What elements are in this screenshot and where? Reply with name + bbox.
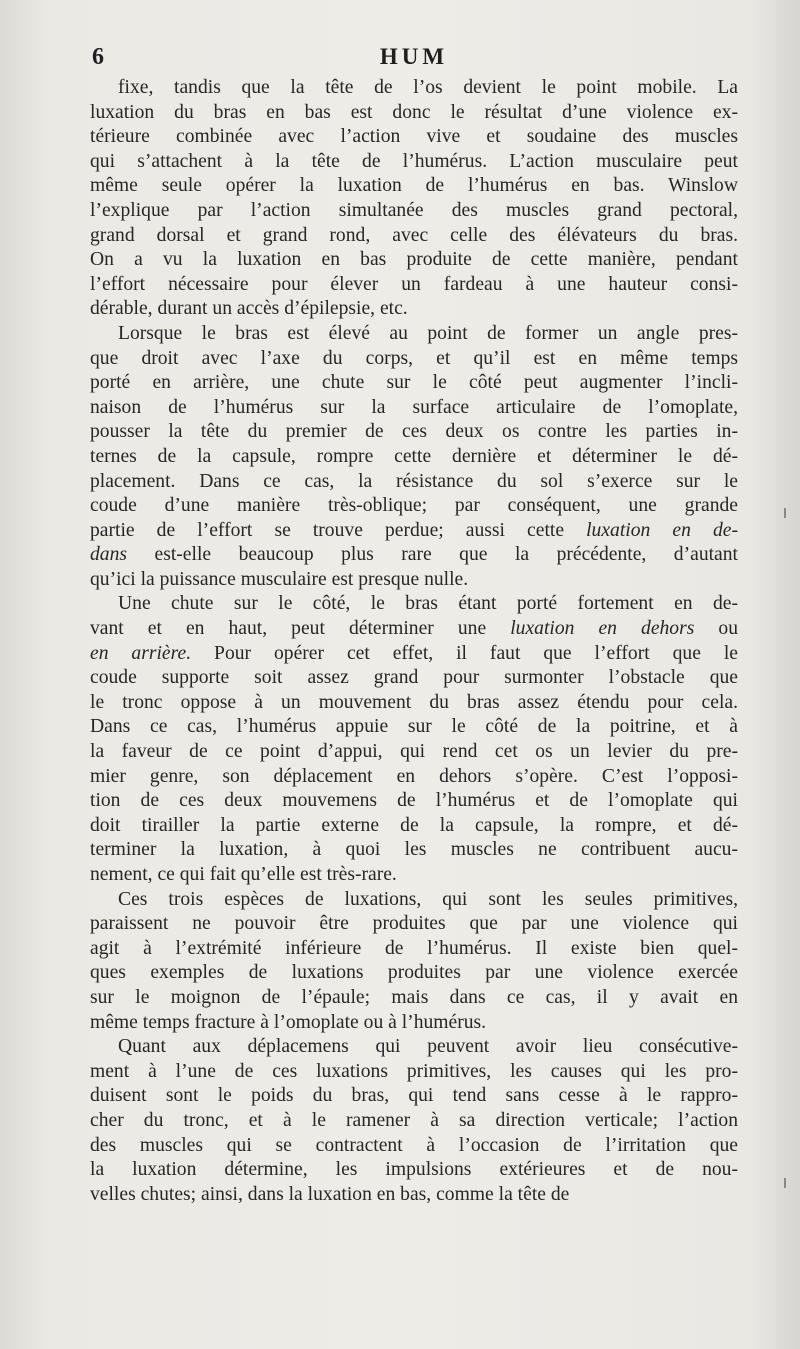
text-run: que droit avec l’axe du corps, et qu’il est en même temps [90, 347, 738, 369]
text-line [90, 765, 738, 790]
text-run: pousser la tête du premier de ces deux os contre les parties in- [90, 421, 738, 443]
text-line [90, 1084, 738, 1109]
text-line [90, 1011, 738, 1036]
text-line [90, 347, 738, 372]
italic-term: dans [90, 544, 128, 566]
paragraph [90, 592, 738, 887]
text-line [90, 1183, 738, 1208]
text-line [90, 666, 738, 691]
text-line [90, 617, 738, 642]
text-run: mier genre, son déplacement en dehors s’opère. C’est l’opposi- [90, 765, 738, 787]
text-line [90, 642, 738, 667]
text-run: porté en arrière, une chute sur le côté peut augmenter l’incli- [90, 372, 738, 394]
text-line [90, 1060, 738, 1085]
text-run: le tronc oppose à un mouvement du bras assez étendu pour cela. [90, 691, 738, 713]
text-line [90, 961, 738, 986]
text-run: doit tirailler la partie externe de la capsule, la rompre, et dé- [90, 814, 738, 836]
text-run: même seule opérer la luxation de l’humérus en bas. Winslow [90, 175, 738, 197]
paragraph [90, 76, 738, 322]
text-line [90, 1134, 738, 1159]
text-run: sur le moignon de l’épaule; mais dans ce cas, il y avait en [90, 986, 738, 1008]
paragraph [90, 888, 738, 1036]
text-line [90, 445, 738, 470]
paragraph [90, 322, 738, 593]
text-line [90, 888, 738, 913]
body-text [90, 76, 738, 1207]
text-line [90, 789, 738, 814]
text-run: cher du tronc, et à le ramener à sa direction verticale; l’action [90, 1109, 738, 1131]
text-run: Lorsque le bras est élevé au point de former un angle pres- [118, 322, 738, 344]
page-number: 6 [92, 44, 104, 70]
text-run: ment à l’une de ces luxations primitives, les causes qui les pro- [90, 1060, 738, 1082]
text-run: térieure combinée avec l’action vive et soudaine des muscles [90, 126, 738, 148]
text-run: ques exemples de luxations produites par une violence exercée [90, 962, 738, 984]
text-line [90, 297, 738, 322]
text-run: velles chutes; ainsi, dans la luxation en bas, comme la tête de [90, 1183, 570, 1205]
text-run: même temps fracture à l’omoplate ou à l’humérus. [90, 1011, 487, 1033]
text-line [90, 273, 738, 298]
page-header [90, 44, 738, 72]
text-line [90, 371, 738, 396]
page-edge-mark [784, 1178, 786, 1188]
text-run: des muscles qui se contractent à l’occasion de l’irritation que [90, 1134, 738, 1156]
text-run: grand dorsal et grand rond, avec celle des élévateurs du bras. [90, 224, 738, 246]
text-run: vant et en haut, peut déterminer une [90, 618, 511, 640]
text-run: Une chute sur le côté, le bras étant porté fortement en de- [118, 593, 738, 615]
text-line [90, 174, 738, 199]
text-line [90, 470, 738, 495]
text-line [90, 568, 738, 593]
text-run: qu’ici la puissance musculaire est presque nulle. [90, 568, 469, 590]
text-run: luxation du bras en bas est donc le résultat d’une violence ex- [90, 101, 738, 123]
text-run: ternes de la capsule, rompre cette dernière et déterminer le dé- [90, 445, 738, 467]
text-line [90, 691, 738, 716]
text-run: coude d’une manière très-oblique; par conséquent, une grande [90, 495, 738, 517]
text-run: Pour opérer cet effet, il faut que l’effort que le [191, 642, 738, 664]
text-line [90, 322, 738, 347]
text-line [90, 912, 738, 937]
text-line [90, 592, 738, 617]
text-run: la luxation détermine, les impulsions extérieures et de nou- [90, 1159, 738, 1181]
text-line [90, 519, 738, 544]
text-line [90, 1035, 738, 1060]
text-line [90, 125, 738, 150]
text-line [90, 420, 738, 445]
text-run: fixe, tandis que la tête de l’os devient le point mobile. La [118, 77, 738, 98]
paragraph [90, 1035, 738, 1207]
text-run: On a vu la luxation en bas produite de cette manière, pendant [90, 249, 738, 271]
text-run: naison de l’humérus sur la surface articulaire de l’omoplate, [90, 396, 738, 418]
text-line [90, 494, 738, 519]
text-run: coude supporte soit assez grand pour surmonter l’obstacle que [90, 667, 738, 689]
italic-term: luxation en de- [586, 519, 738, 541]
text-line [90, 1158, 738, 1183]
text-run: l’explique par l’action simultanée des muscles grand pectoral, [90, 199, 738, 221]
text-run: la faveur de ce point d’appui, qui rend cet os un levier du pre- [90, 741, 738, 763]
text-line [90, 150, 738, 175]
text-line [90, 814, 738, 839]
italic-term: en arrière. [90, 642, 192, 664]
text-line [90, 248, 738, 273]
text-run: terminer la luxation, à quoi les muscles ne contribuent aucu- [90, 839, 738, 861]
text-line [90, 740, 738, 765]
text-run: placement. Dans ce cas, la résistance du sol s’exerce sur le [90, 470, 738, 492]
text-line [90, 838, 738, 863]
page-edge-mark [784, 508, 786, 518]
text-run: nement, ce qui fait qu’elle est très-rare. [90, 864, 397, 885]
text-run: paraissent ne pouvoir être produites que par une violence qui [90, 913, 738, 935]
text-line [90, 224, 738, 249]
text-run: partie de l’effort se trouve perdue; aussi cette [90, 519, 587, 541]
text-run: ou [694, 618, 738, 640]
text-line [90, 101, 738, 126]
text-line [90, 199, 738, 224]
text-run: qui s’attachent à la tête de l’humérus. L’action musculaire peut [90, 150, 738, 172]
text-line [90, 543, 738, 568]
text-run: tion de ces deux mouvemens de l’humérus et de l’omoplate qui [90, 790, 738, 812]
text-line [90, 986, 738, 1011]
text-line [90, 863, 738, 888]
text-line [90, 937, 738, 962]
text-run: duisent sont le poids du bras, qui tend sans cesse à le rappro- [90, 1085, 738, 1107]
text-run: agit à l’extrémité inférieure de l’humérus. Il existe bien quel- [90, 937, 738, 959]
italic-term: luxation en dehors [510, 618, 695, 640]
text-line [90, 396, 738, 421]
text-run: est-elle beaucoup plus rare que la précédente, d’autant [127, 544, 738, 566]
text-run: dérable, durant un accès d’épilepsie, etc. [90, 298, 408, 320]
running-head: HUM [379, 44, 449, 69]
text-run: Quant aux déplacemens qui peuvent avoir lieu consécutive- [118, 1036, 738, 1058]
text-run: Dans ce cas, l’humérus appuie sur le côté de la poitrine, et à [90, 716, 738, 738]
text-run: l’effort nécessaire pour élever un fardeau à une hauteur consi- [90, 273, 738, 295]
text-line [90, 76, 738, 101]
text-line [90, 1109, 738, 1134]
text-line [90, 715, 738, 740]
text-run: Ces trois espèces de luxations, qui sont les seules primitives, [118, 888, 738, 910]
